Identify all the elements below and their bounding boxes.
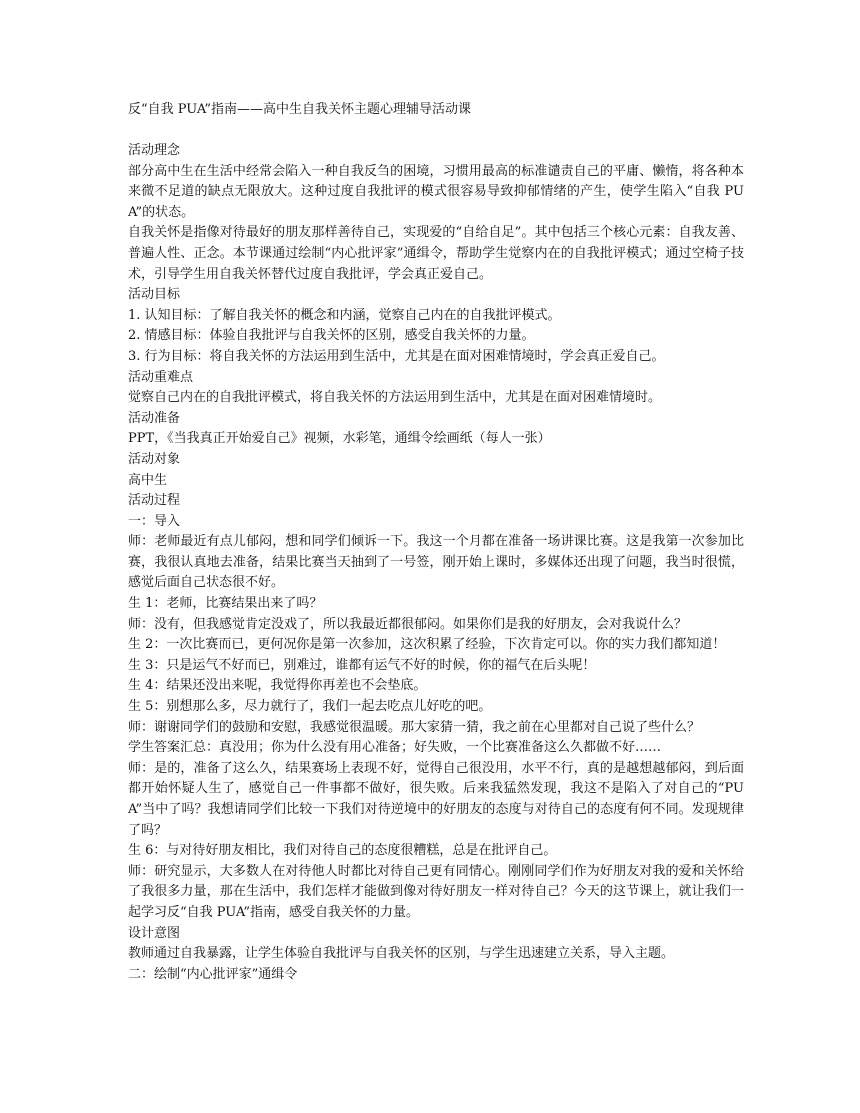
paragraph: 生 4：结果还没出来呢，我觉得你再差也不会垫底。 <box>128 678 427 694</box>
paragraph: 觉察自己内在的自我批评模式，将自我关怀的方法运用到生活中，尤其是在面对困难情境时。 <box>128 390 662 406</box>
paragraph: 部分高中生在生活中经常会陷入一种自我反刍的困境，习惯用最高的标准谴责自己的平庸、懒惰，将各种本来微不足道的缺点无限放大。这种过度自我批评的模式很容易导致抑郁情绪的产生，使学生陷入“自我 PUA”的状态。 <box>128 163 744 220</box>
section-design-intent <box>128 924 744 986</box>
paragraph: 生 1：老师，比赛结果出来了吗？ <box>128 596 323 612</box>
section-concept <box>128 141 744 285</box>
paragraph: 二：绘制“内心批评家”通缉令 <box>128 966 298 982</box>
section-heading: 活动理念 <box>128 143 181 158</box>
section-preparation <box>128 409 744 450</box>
paragraph: 学生答案汇总：真没用；你为什么没有用心准备；好失败，一个比赛准备这么久都做不好…… <box>128 740 662 756</box>
paragraph: 3. 行为目标：将自我关怀的方法运用到生活中，尤其是在面对困难情境时，学会真正爱自己。 <box>128 348 665 364</box>
paragraph: 师：没有，但我感觉肯定没戏了，所以我最近都很郁闷。如果你们是我的好朋友，会对我说什么？ <box>128 616 688 632</box>
paragraph: 1. 认知目标：了解自我关怀的概念和内涵，觉察自己内在的自我批评模式。 <box>128 307 561 323</box>
paragraph: 生 2：一次比赛而已，更何况你是第一次参加，这次积累了经验，下次肯定可以。你的实力我们都知道！ <box>128 637 726 653</box>
title-spacer <box>128 120 744 141</box>
section-key-points <box>128 368 744 409</box>
paragraph: 自我关怀是指像对待最好的朋友那样善待自己，实现爱的“自给自足”。其中包括三个核心元素：自我友善、普遍人性、正念。本节课通过绘制“内心批评家”通缉令，帮助学生觉察内在的自我批评模式；通过空椅子技术，引导学生用自我关怀替代过度自我批评，学会真正爱自己。 <box>128 225 744 282</box>
section-audience <box>128 450 744 491</box>
section-heading: 设计意图 <box>128 925 181 941</box>
document-page <box>128 96 744 985</box>
paragraph: 高中生 <box>128 472 168 488</box>
paragraph: 一：导入 <box>128 513 181 529</box>
paragraph: 师：谢谢同学们的鼓励和安慰，我感觉很温暖。那大家猜一猜，我之前在心里都对自己说了些什么？ <box>128 719 701 735</box>
paragraph: 生 5：别想那么多，尽力就行了，我们一起去吃点儿好吃的吧。 <box>128 699 492 715</box>
paragraph: PPT，《当我真正开始爱自己》视频，水彩笔，通缉令绘画纸（每人一张） <box>128 431 551 447</box>
paragraph: 师：老师最近有点儿郁闷，想和同学们倾诉一下。我这一个月都在准备一场讲课比赛。这是我第一次参加比赛，我很认真地去准备，结果比赛当天抽到了一号签，刚开始上课时，多媒体还出现了问题，我当时很慌，感觉后面自己状态很不好。 <box>128 534 744 591</box>
paragraph: 生 3：只是运气不好而已，别难过，谁都有运气不好的时候，你的福气在后头呢！ <box>128 657 596 673</box>
paragraph: 师：研究显示，大多数人在对待他人时都比对待自己更有同情心。刚刚同学们作为好朋友对我的爱和关怀给了我很多力量，那在生活中，我们怎样才能做到像对待好朋友一样对待自己？今天的这节课上，就让我们一起学习反“自我 PUA”指南，感受自我关怀的力量。 <box>128 863 744 920</box>
section-heading: 活动目标 <box>128 287 181 303</box>
paragraph: 师：是的，准备了这么久，结果赛场上表现不好，觉得自己很没用，水平不行，真的是越想越郁闷，到后面都开始怀疑人生了，感觉自己一件事都不做好，很失败。后来我猛然发现，我这不是陷入了对自己的“PUA”当中了吗？我想请同学们比较一下我们对待逆境中的好朋友的态度与对待自己的态度有何不同。发现规律了吗？ <box>128 760 744 838</box>
paragraph: 教师通过自我暴露，让学生体验自我批评与自我关怀的区别，与学生迅速建立关系，导入主题。 <box>128 946 675 962</box>
section-process <box>128 491 744 923</box>
section-heading: 活动对象 <box>128 451 181 467</box>
section-goals <box>128 285 744 367</box>
section-heading: 活动准备 <box>128 410 181 426</box>
paragraph: 生 6：与对待好朋友相比，我们对待自己的态度很糟糕，总是在批评自己。 <box>128 843 557 859</box>
section-heading: 活动重难点 <box>128 369 194 385</box>
section-heading: 活动过程 <box>128 493 181 509</box>
paragraph: 2. 情感目标：体验自我批评与自我关怀的区别，感受自我关怀的力量。 <box>128 328 535 344</box>
document-title: 反“自我 PUA”指南——高中生自我关怀主题心理辅导活动课 <box>128 102 471 117</box>
